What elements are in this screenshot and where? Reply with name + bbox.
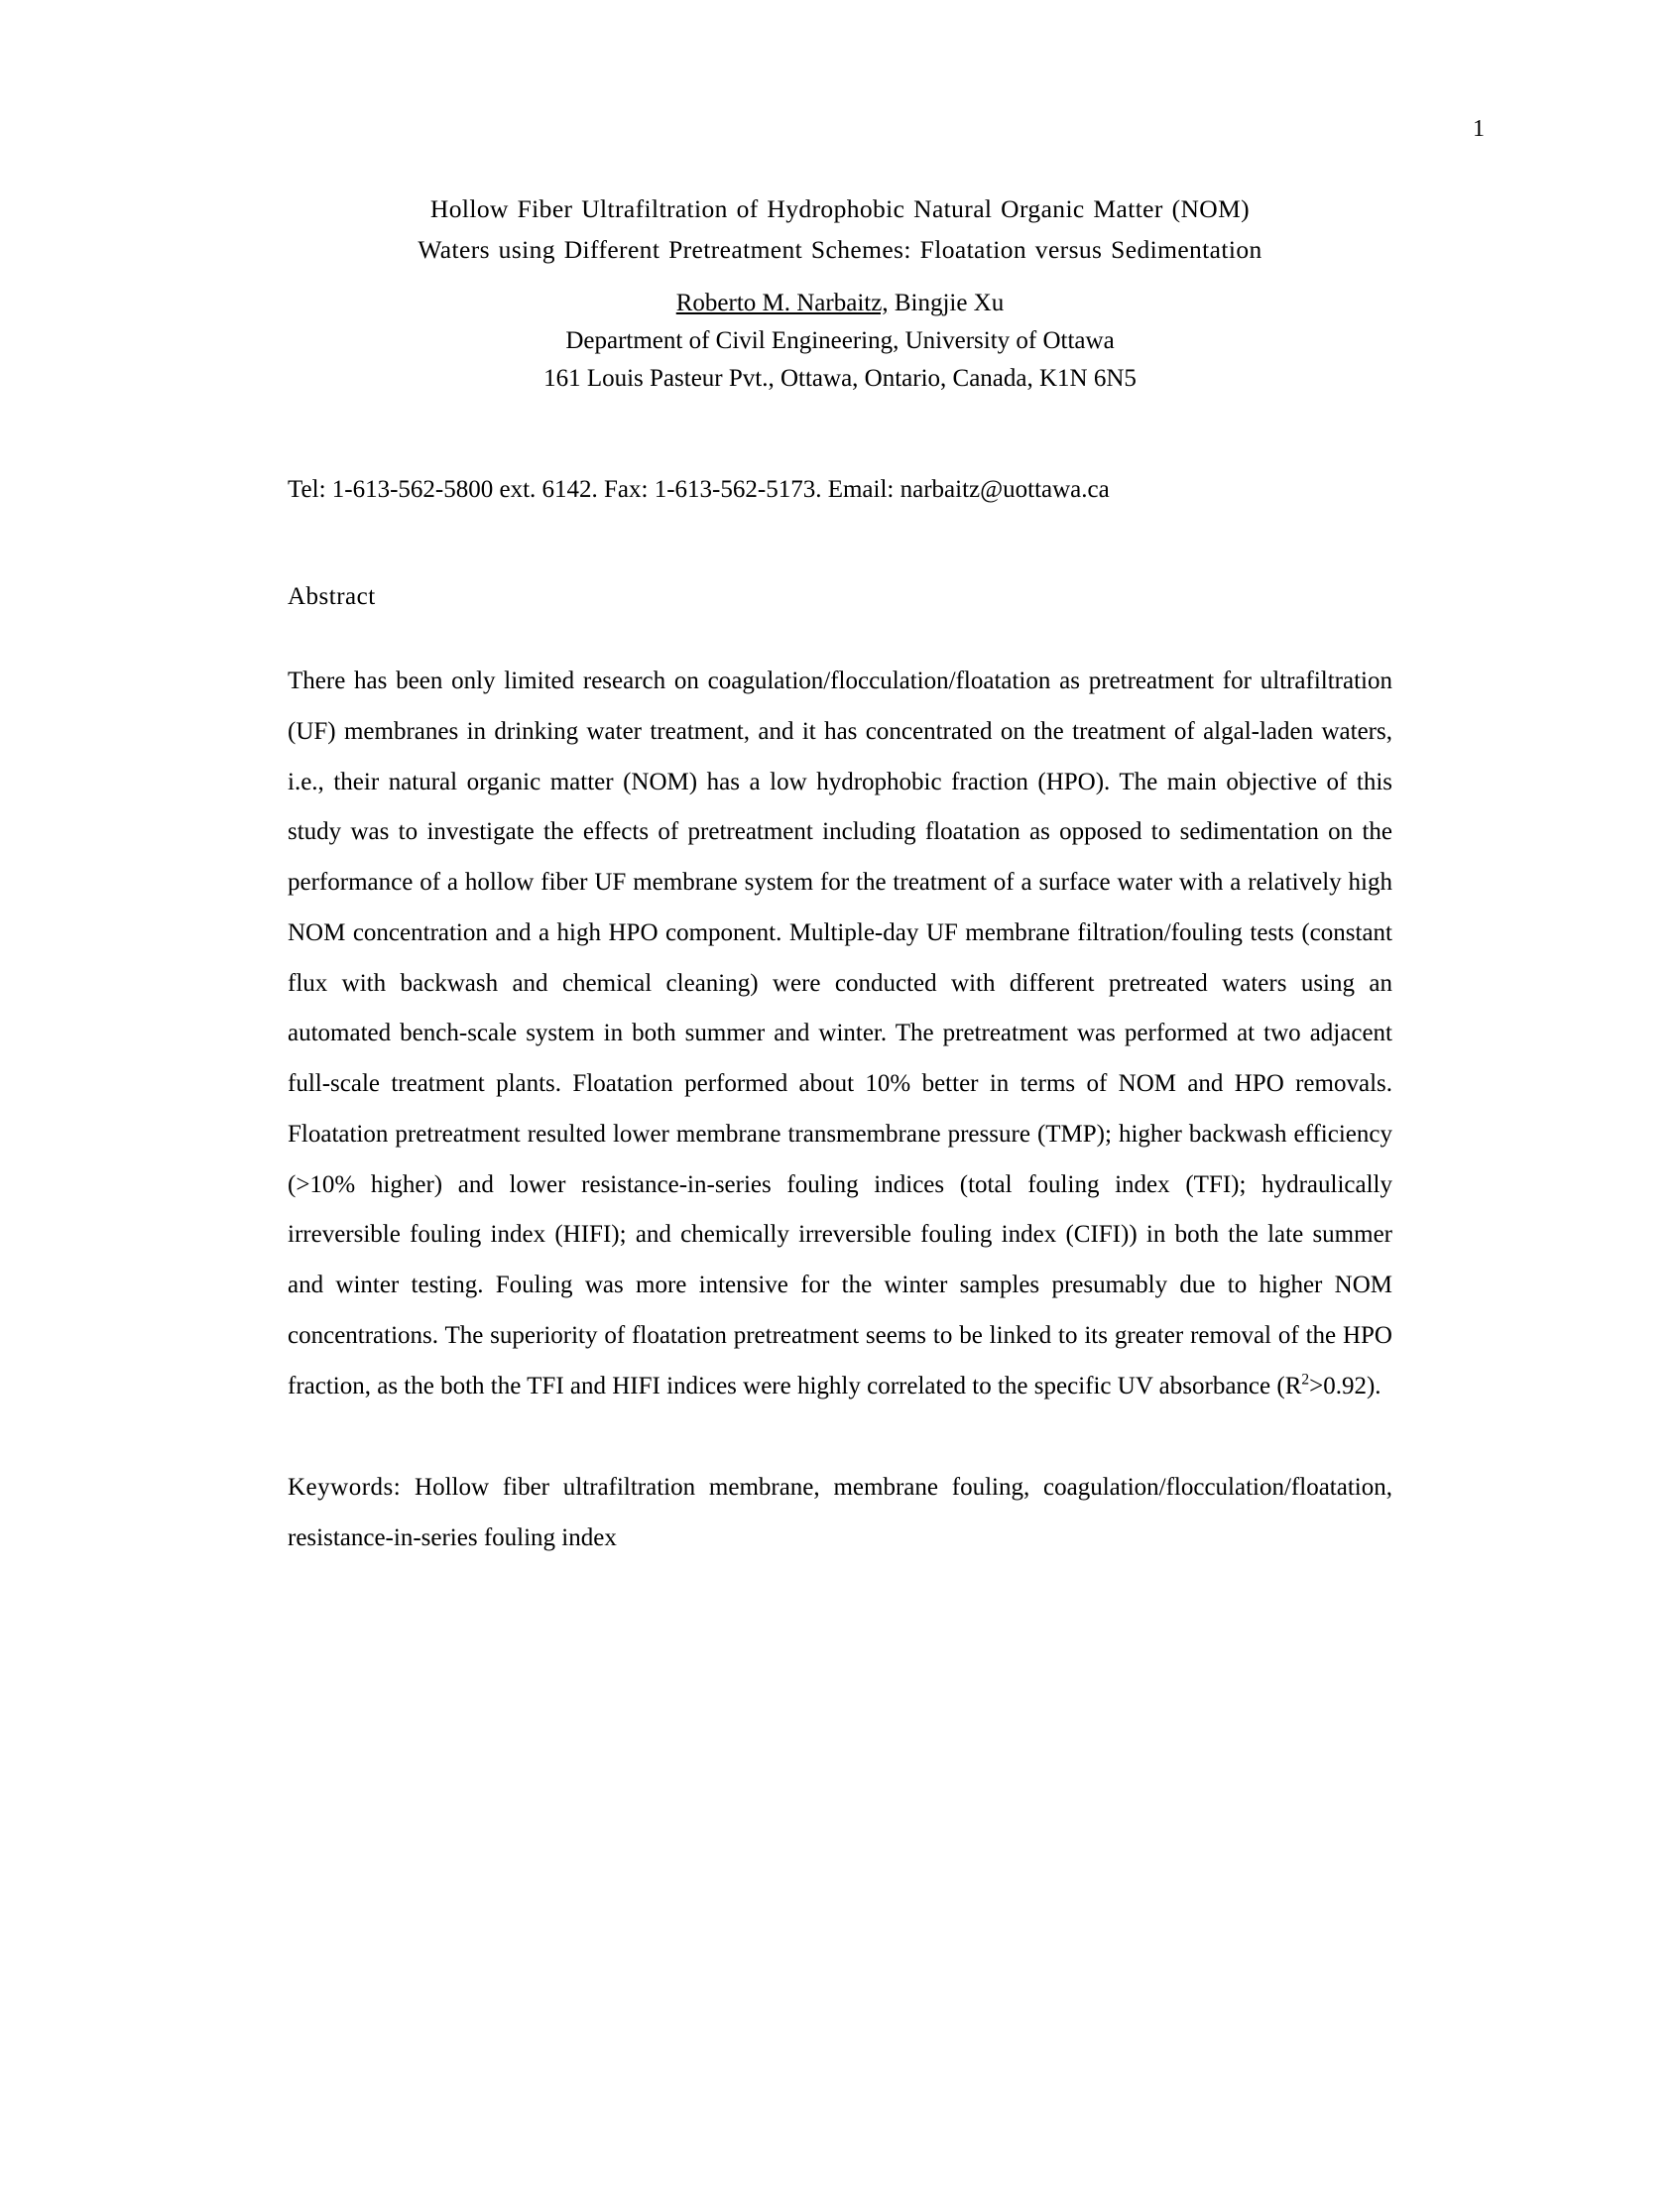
abstract-superscript: 2 <box>1301 1371 1310 1389</box>
page-content <box>288 188 1392 1564</box>
author-secondary: Bingjie Xu <box>888 289 1005 316</box>
keywords-label: Keywords: <box>288 1474 402 1502</box>
paper-title-line-2: Waters using Different Pretreatment Schemes: Floatation versus Sedimentation <box>418 235 1262 265</box>
author-list <box>288 285 1392 322</box>
affiliation-line-1: Department of Civil Engineering, University of Ottawa <box>565 326 1115 354</box>
abstract-heading: Abstract <box>288 583 376 611</box>
affiliation-line-2: 161 Louis Pasteur Pvt., Ottawa, Ontario, Canada, K1N 6N5 <box>543 364 1137 392</box>
keywords-value: Hollow fiber ultrafiltration membrane, membrane fouling, coagulation/flocculation/floatation, resistance-in-series fouling index <box>288 1474 1392 1552</box>
contact-info: Tel: 1-613-562-5800 ext. 6142. Fax: 1-613-562-5173. Email: narbaitz@uottawa.ca <box>288 475 1110 503</box>
page-number: 1 <box>1473 116 1485 142</box>
abstract-text-part-2: >0.92). <box>1309 1372 1381 1399</box>
abstract-body <box>288 657 1392 1411</box>
author-primary: Roberto M. Narbaitz, <box>675 289 889 316</box>
abstract-text-part-1: There has been only limited research on coagulation/flocculation/floatation as pretreatment for ultrafiltration (UF) membranes in drinking water treatment, and it has concentrated on the treatment of algal-laden waters, i.e., their natural organic matter (NOM) has a low hydrophobic fraction (HPO). The main objective of this study was to investigate the effects of pretreatment including floatation as opposed to sedimentation on the performance of a hollow fiber UF membrane system for the treatment of a surface water with a relatively high NOM concentration and a high HPO component. Multiple-day UF membrane filtration/fouling tests (constant flux with backwash and chemical cleaning) were conducted with different pretreated waters using an automated bench-scale system in both summer and winter. The pretreatment was performed at two adjacent full-scale treatment plants. Floatation performed about 10% better in terms of NOM and HPO removals. Floatation pretreatment resulted lower membrane transmembrane pressure (TMP); higher backwash efficiency (>10% higher) and lower resistance-in-series fouling indices (total fouling index (TFI); hydraulically irreversible fouling index (HIFI); and chemically irreversible fouling index (CIFI)) in both the late summer and winter testing. Fouling was more intensive for the winter samples presumably due to higher NOM concentrations. The superiority of floatation pretreatment seems to be linked to its greater removal of the HPO fraction, as the both the TFI and HIFI indices were highly correlated to the specific UV absorbance (R <box>288 668 1392 1399</box>
keywords-block <box>288 1463 1392 1564</box>
paper-title-line-1: Hollow Fiber Ultrafiltration of Hydrophobic Natural Organic Matter (NOM) <box>429 194 1251 223</box>
